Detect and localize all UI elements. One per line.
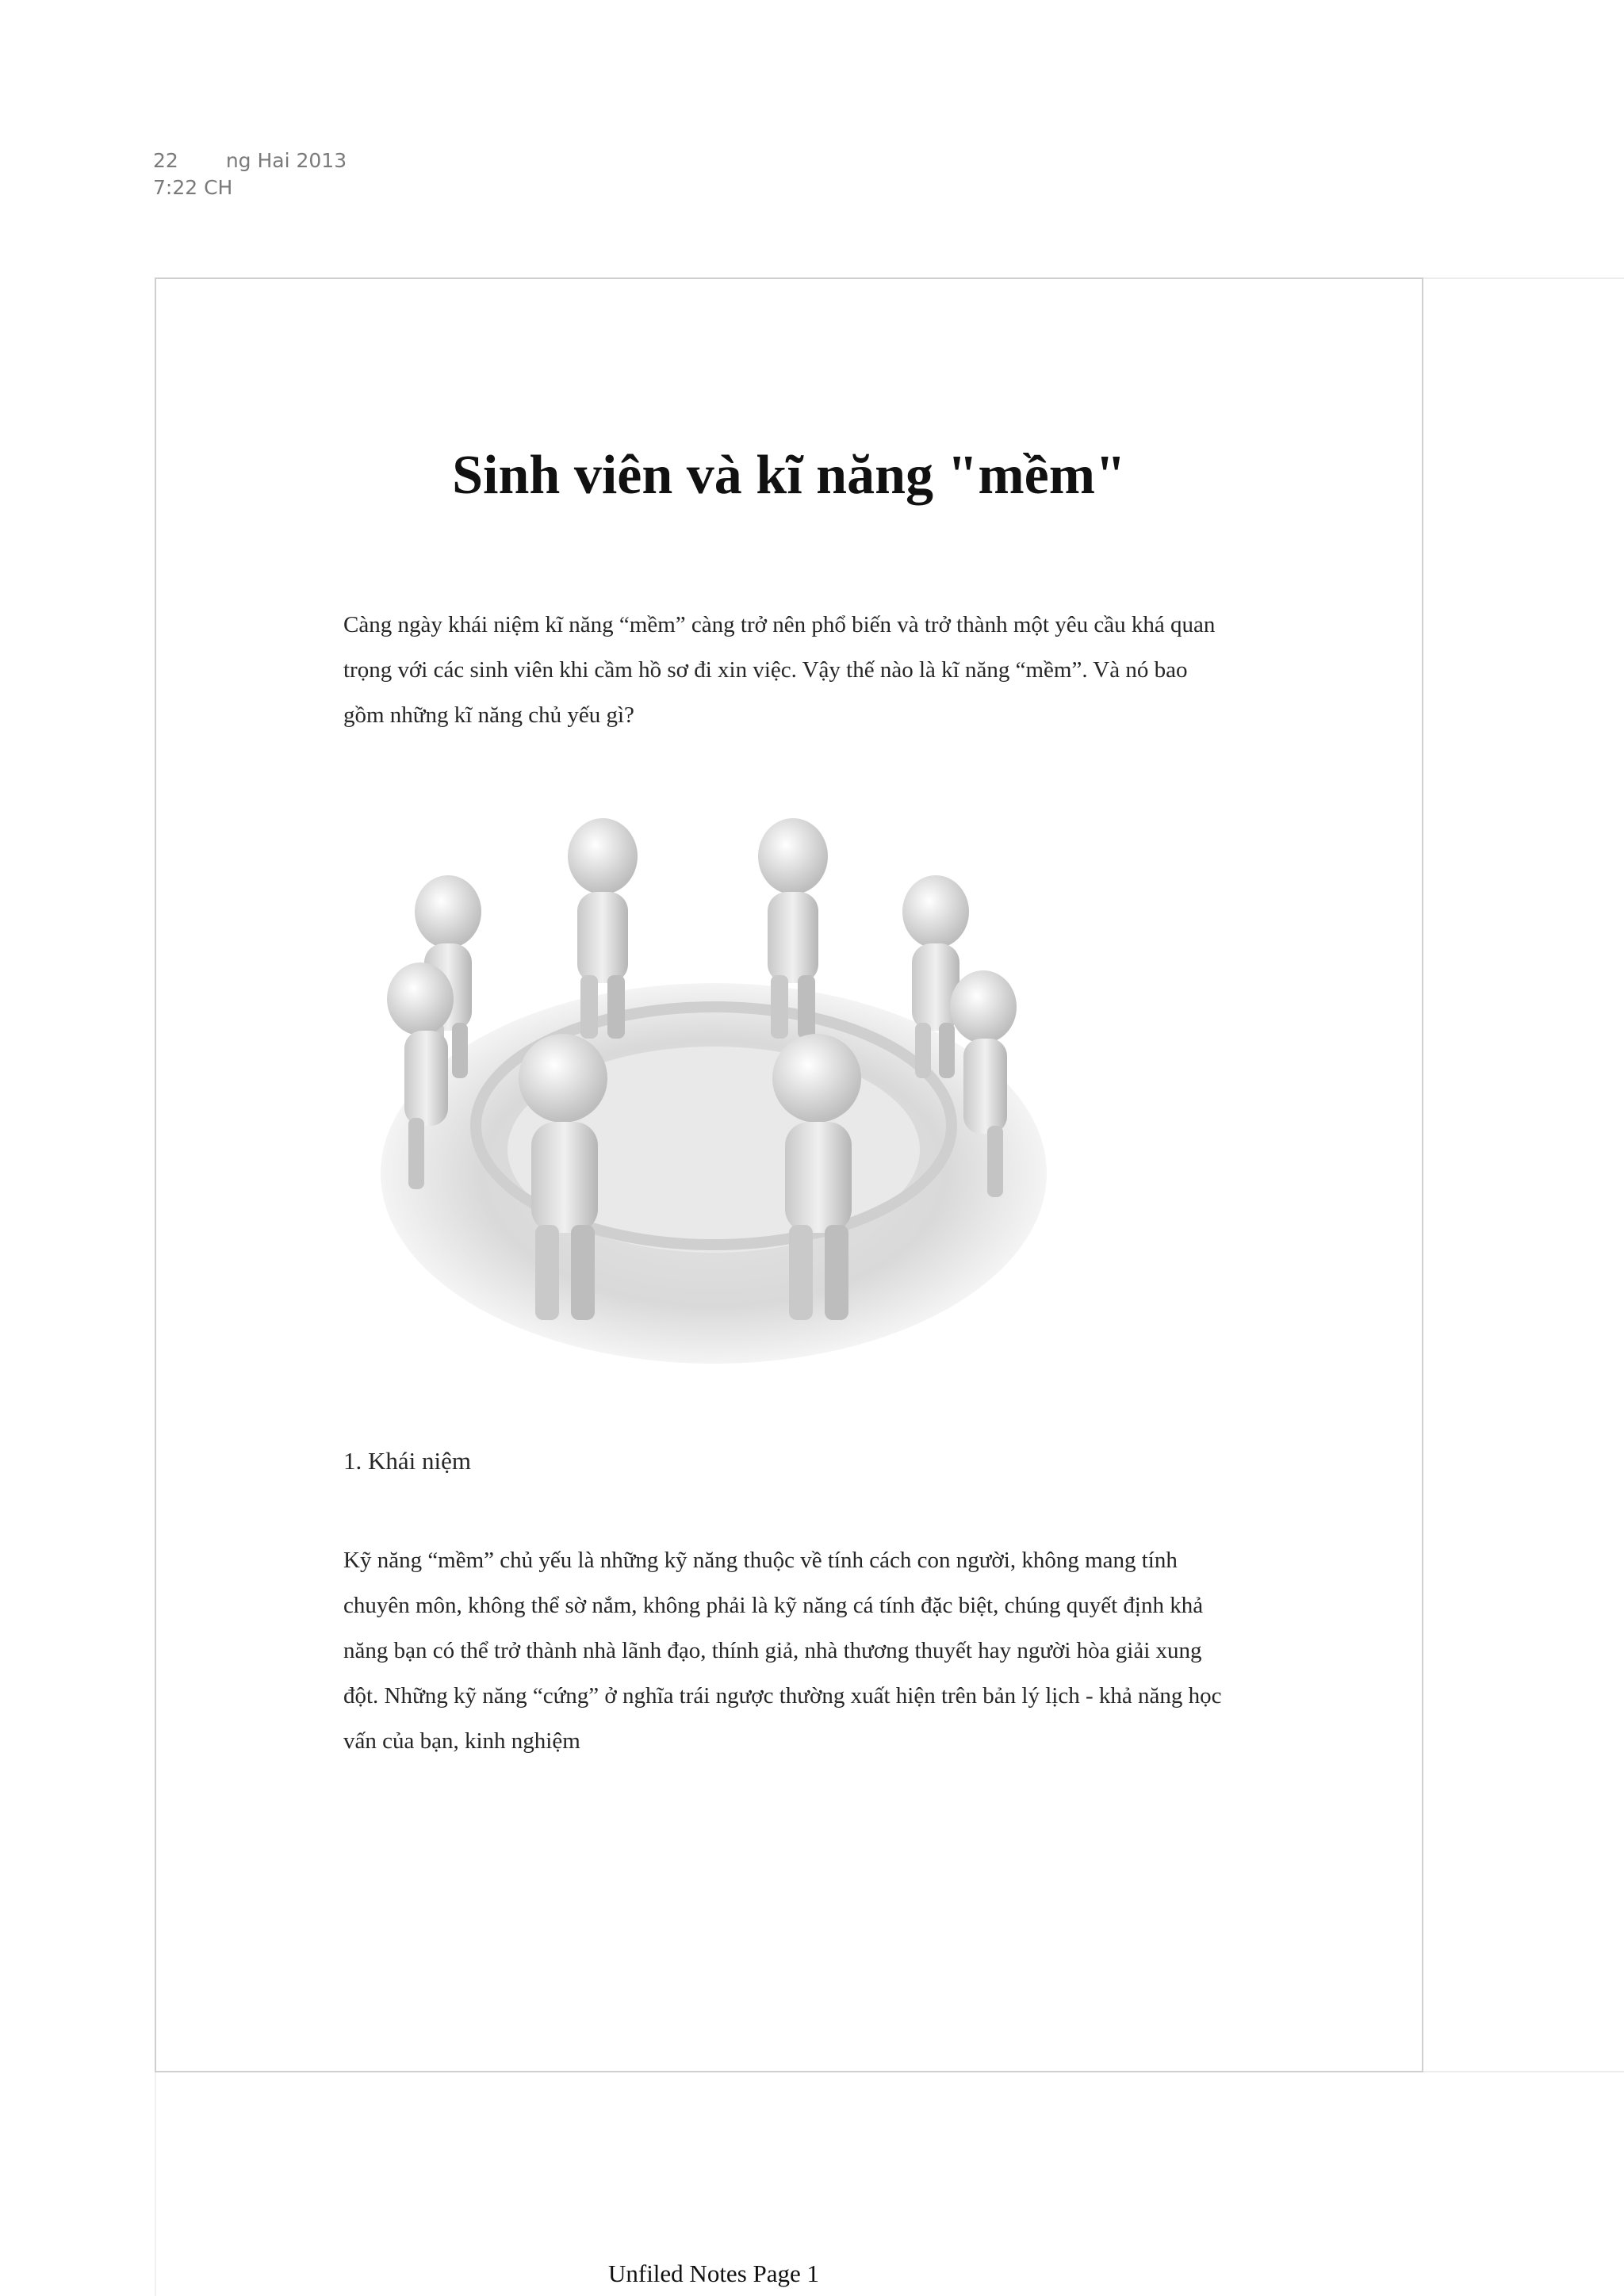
section-body-paragraph: Kỹ năng “mềm” chủ yếu là những kỹ năng thuộc về tính cách con người, không mang tính chuyên môn, không thể sờ nắm, không phải là kỹ năng cá tính đặc biệt, chúng quyết định khả năng bạn có thể trở thành nhà lãnh đạo, thính giả, nhà thương thuyết hay người hòa giải xung đột. Những kỹ năng “cứng” ở nghĩa trái ngược thường xuất hiện trên bản lý lịch - khả năng học vấn của bạn, kinh nghiệm xyxy=(343,1548,1222,1754)
note-date-month-year: ng Hai 2013 xyxy=(225,149,347,172)
page-divider-top xyxy=(1423,277,1624,279)
note-timestamp xyxy=(153,147,347,201)
page-divider-bottom xyxy=(1423,2071,1624,2072)
page-footer xyxy=(0,2260,1427,2288)
note-date-day: 22 xyxy=(153,149,178,172)
section-heading: 1. Khái niệm xyxy=(343,1447,471,1475)
footer-label: Unfiled Notes Page 1 xyxy=(607,2260,820,2287)
note-time: 7:22 CH xyxy=(153,176,233,199)
team-circle-illustration xyxy=(373,809,1055,1380)
document-title: Sinh viên và kĩ năng "mềm" xyxy=(452,445,1126,506)
note-date xyxy=(153,147,347,174)
intro-paragraph: Càng ngày khái niệm kĩ năng “mềm” càng trở nên phổ biến và trở thành một yêu cầu khá quan trọng với các sinh viên khi cầm hồ sơ đi xin việc. Vậy thế nào là kĩ năng “mềm”. Và nó bao gồm những kĩ năng chủ yếu gì? xyxy=(343,612,1216,728)
